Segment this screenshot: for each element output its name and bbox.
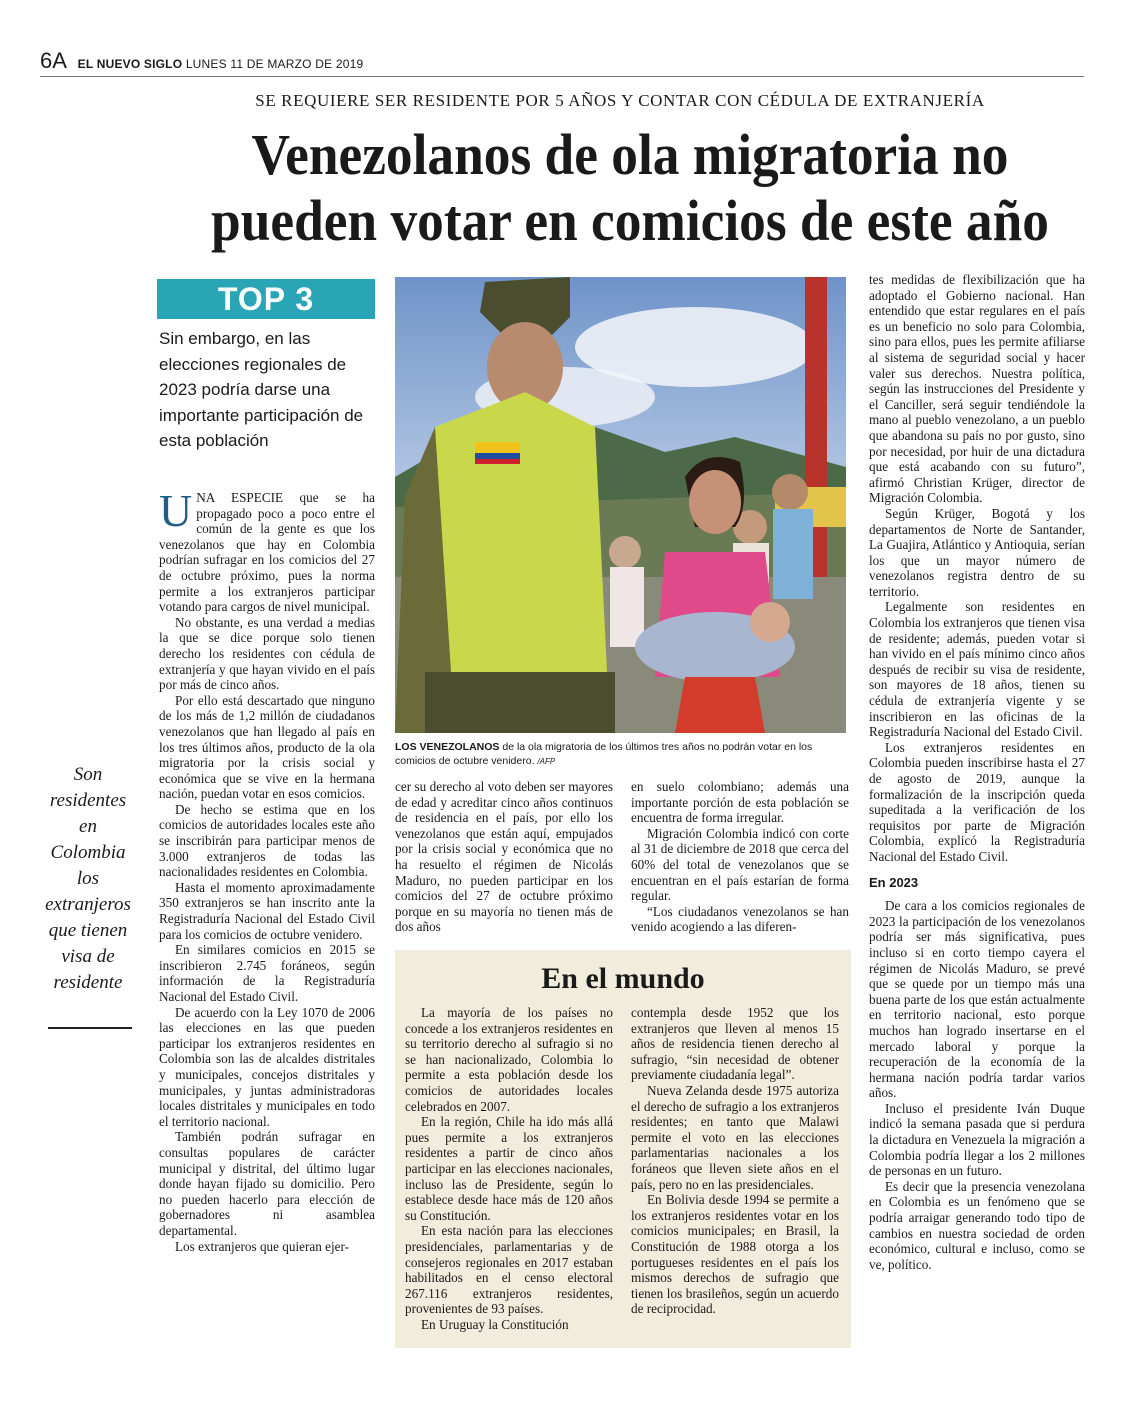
paragraph: Legalmente son residentes en Colombia los extranjeros que tienen visa de residente; además, pueden votar si han vivido en el país mínimo cinco años después de recibir su visa de residente, son mayores de 18 años, tienen su cédula de extranjería vigente y se inscribieron en las oficinas de la Registraduría Nacional del Estado Civil. [869, 599, 1085, 740]
paragraph: Los extranjeros residentes en Colombia pueden inscribirse hasta el 27 de agosto de 2019, aunque la formalización de la inscripción queda supeditada a la verificación de los requisitos por parte de Migración Colombia, explicó la Registraduría Nacional del Estado Civil. [869, 739, 1085, 864]
paragraph: Hasta el momento aproximadamente 350 extranjeros se han inscrito ante la Registraduría Nacional del Estado Civil para los comicios de octubre venidero. [159, 879, 375, 942]
headline-line-1: Venezolanos de ola migratoria no [251, 122, 1009, 187]
subhead-2023: En 2023 [869, 874, 919, 890]
paragraph: Por ello está descartado que ninguno de los más de 1,2 millón de ciudadanos venezolanos que han llegado al país en los tres últimos años, producto de la ola migratoria por la crisis social y económica que se vive en la hermana nación, puedan votar en esos comicios. [159, 692, 375, 802]
paragraph: En esta nación para las elecciones presidenciales, parlamentarias y de consejeros regionales en 2017 estaban habilitados en el censo electoral 267.116 extranjeros residentes, provenientes de 93 países. [405, 1223, 613, 1317]
paragraph: cer su derecho al voto deben ser mayores de edad y acreditar cinco años continuos de residencia en el país, por ello los venezolanos que están aquí, empujados por la crisis social y económica que no ha resuelto el régimen de Nicolás Maduro, no pueden participar en los comicios del 27 de octubre próximo porque en su mayoría no tienen más de dos años [395, 779, 613, 935]
page-number: 6A [40, 48, 67, 73]
article-column-1 [159, 485, 375, 1254]
paragraph: No obstante, es una verdad a medias la que se dice porque solo tienen derecho los residentes con cédula de extranjería y que hayan vivido en el país por más de cinco años. [159, 614, 375, 693]
paragraph: De cara a los comicios regionales de 2023 la participación de los venezolanos podría ser más significativa, pues incluso si en corto tiempo cayera el régimen de Nicolás Maduro, se prevé que se quede por un tiempo más una buena parte de los que están actualmente en territorio nacional, esto porque muchos han logrado insertarse en el mercado laboral y porque la recuperación de la economía de la hermana nación podría tardar varios años. [869, 898, 1085, 1101]
top3-badge: TOP 3 [157, 279, 375, 319]
article-kicker: SE REQUIERE SER RESIDENTE POR 5 AÑOS Y CONTAR CON CÉDULA DE EXTRANJERÍA [255, 91, 985, 110]
sidebar-title: En el mundo [541, 962, 705, 995]
article-column-3 [631, 779, 849, 935]
paragraph: contempla desde 1952 que los extranjeros que lleven al menos 15 años de residencia tienen derecho al sufragio, “sin necesidad de obtener previamente ciudadanía legal”. [631, 1005, 839, 1083]
paragraph: La mayoría de los países no concede a los extranjeros residentes en su territorio derecho al sufragio si no se han nacionalizado, Colombia lo permite a esta población desde los comicios de autoridades locales celebrados en 2007. [405, 1005, 613, 1114]
article-headline [142, 122, 1117, 254]
lead-smallcaps: NA ESPECIE [196, 490, 284, 505]
paragraph: Migración Colombia indicó con corte al 31 de diciembre de 2018 que cerca del 60% del total de venezolanos que se encuentran en el país estarían de forma regular. [631, 825, 849, 904]
paragraph: En similares comicios en 2015 se inscribieron 2.745 foráneos, según información de la Registraduría Nacional del Estado Civil. [159, 942, 375, 1004]
paragraph: en suelo colombiano; además una importante porción de esta población se encuentra de forma irregular. [631, 779, 849, 826]
paragraph: Nueva Zelanda desde 1975 autoriza el derecho de sufragio a los extranjeros residentes; en tanto que Malawi permite el voto en las elecciones parlamentarias nacionales a los foráneos que lleven siete años en el país, pero no en las presidenciales. [631, 1082, 839, 1192]
paragraph: De hecho se estima que en los comicios de autoridades locales este año se inscribirán para participar menos de 3.000 extranjeros de todas las nacionalidades residentes en Colombia. [159, 801, 375, 880]
sidebar-column-2 [631, 1005, 839, 1317]
paragraph: “Los ciudadanos venezolanos se han venido acogiendo a las diferen- [631, 903, 849, 935]
paragraph: En Uruguay la Constitución [421, 1316, 569, 1332]
article-photo [395, 277, 846, 733]
paragraph: Los extranjeros que quieran ejer- [175, 1238, 350, 1254]
caption-lead: LOS VENEZOLANOS [395, 741, 500, 753]
article-deck: Sin embargo, en las elecciones regionales de 2023 podría darse una importante participación de esta población [159, 329, 364, 450]
paragraph: Es decir que la presencia venezolana en Colombia es un fenómeno que se podría arraigar generando todo tipo de cambios en nuestra sociedad de orden económico, cultural e incluso, como se ve, político. [869, 1178, 1085, 1272]
caption-text: de la ola migratoria de los últimos tres años no podrán votar en los comicios de octubre venidero. [395, 741, 813, 767]
photo-illustration [395, 277, 846, 733]
pull-quote-rule [48, 1027, 132, 1029]
header-rule [40, 76, 1084, 77]
sidebar-column-1 [405, 1005, 613, 1332]
paragraph: En la región, Chile ha ido más allá pues permite a los extranjeros residentes a partir de cinco años participar en las elecciones nacionales, incluso las de Presidente, según lo establece desde hace más de 120 años su Constitución. [405, 1114, 613, 1223]
article-column-2 [395, 779, 613, 935]
lead-text: que se ha propagado poco a poco entre el común de la gente es que los venezolanos que hay en Colombia podrían sufragar en los comicios del 27 de octubre próximo, pues la norma permite a los extranjeros participar votando para cargos de nivel municipal. [159, 490, 375, 615]
issue-date: LUNES 11 DE MARZO DE 2019 [185, 57, 364, 71]
paragraph: tes medidas de flexibilización que ha adoptado el Gobierno nacional. Han entendido que estar regulares en el país es un beneficio no solo para Colombia, sino para ellos, pues les permite afiliarse al sistema de seguridad social y hacer valer sus derechos. Nuestra política, según las instrucciones del Presidente y el Canciller, será seguir tendiéndole la mano al pueblo venezolano, a un pueblo que abandona su país no por gusto, sino por necesidad, por huir de una dictadura que está acabando con su futuro”, afirmó Christian Krüger, director de Migración Colombia. [869, 272, 1085, 506]
headline-line-2: pueden votar en comicios de este año [211, 188, 1049, 253]
paragraph: También podrán sufragar en consultas populares de carácter municipal y distrital, del último lugar donde hayan fijado su domicilio. Pero no pueden hacerlo para elección de gobernadores ni asamblea departamental. [159, 1129, 375, 1238]
lead-paragraph [159, 485, 375, 615]
paragraph: Incluso el presidente Iván Duque indicó la semana pasada que si perdura la dictadura en Venezuela la migración a Colombia podría llegar a los 2 millones de personas en un futuro. [869, 1100, 1085, 1179]
page-folio [40, 48, 363, 74]
paragraph: En Bolivia desde 1994 se permite a los extranjeros residentes votar en los comicios municipales; en Brasil, la Constitución de 1988 otorga a los portugueses residentes en el país los mismos derechos de sufragio que tienen los brasileños, según un acuerdo de reciprocidad. [631, 1192, 839, 1317]
masthead: EL NUEVO SIGLO LUNES 11 DE MARZO DE 2019 [77, 57, 364, 71]
drop-cap: U [159, 485, 193, 536]
photo-credit: /AFP [537, 757, 556, 766]
pull-quote: Son residentes en Colombia los extranjeros que tienen visa de residente [45, 764, 131, 993]
photo-caption [395, 740, 846, 769]
paragraph: De acuerdo con la Ley 1070 de 2006 las elecciones en las que pueden participar los extranjeros residentes en Colombia son las de alcaldes distritales y municipales, concejos distritales y municipales, y juntas administradoras locales distritales y municipales en todo el territorio nacional. [159, 1004, 375, 1129]
article-column-4 [869, 272, 1085, 1272]
paragraph: Según Krüger, Bogotá y los departamentos de Norte de Santander, La Guajira, Atlántico y Antioquia, serían los que un mayor número de venezolanos registra dentro de su territorio. [869, 505, 1085, 599]
